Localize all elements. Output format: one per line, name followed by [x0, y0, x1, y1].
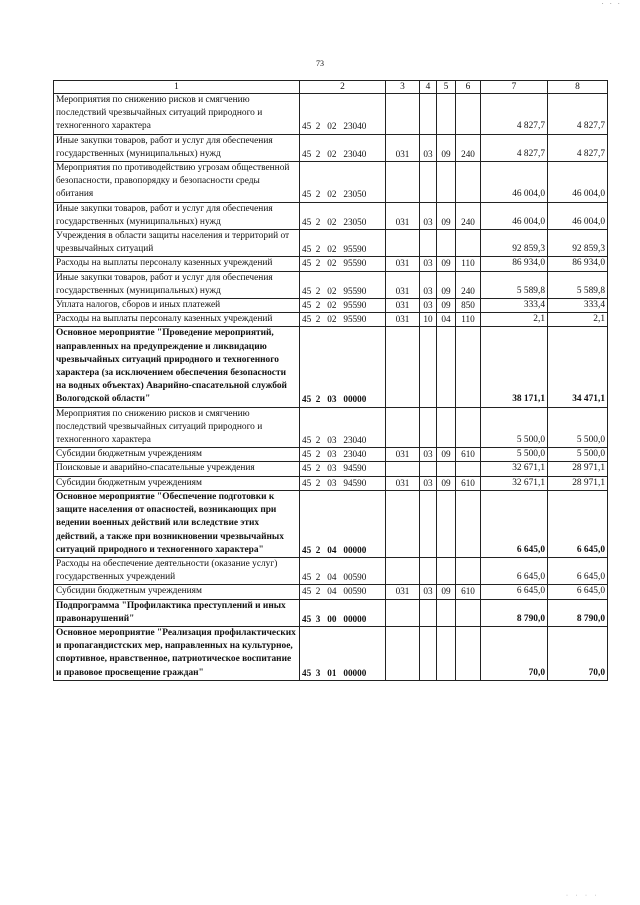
table-row	[54, 202, 608, 229]
row-col-3	[386, 462, 420, 476]
row-col-6	[456, 230, 481, 257]
row-col-3: 031	[386, 134, 420, 161]
row-col-6: 850	[456, 299, 481, 313]
row-name: Уплата налогов, сборов и иных платежей	[54, 299, 300, 313]
row-col-4: 03	[420, 476, 437, 490]
row-col-5: 09	[437, 448, 456, 462]
row-col-5: 09	[437, 134, 456, 161]
table-row	[54, 585, 608, 599]
row-code: 45 2 02 23040	[300, 134, 386, 161]
row-col-6: 240	[456, 202, 481, 229]
row-amount-col-7: 4 827,7	[481, 94, 548, 135]
row-name: Иные закупки товаров, работ и услуг для обеспечения государственных (муниципальных) нужд	[54, 271, 300, 298]
row-col-3	[386, 557, 420, 584]
row-amount-col-8: 6 645,0	[548, 557, 608, 584]
table-row	[54, 94, 608, 135]
row-amount-col-8: 46 004,0	[548, 162, 608, 203]
row-col-4: 03	[420, 271, 437, 298]
header-col-1: 1	[54, 81, 300, 94]
row-name: Мероприятия по снижению рисков и смягчению последствий чрезвычайных ситуаций природного и техногенного характера	[54, 407, 300, 448]
corner-mark: · · ·	[601, 0, 622, 8]
row-amount-col-8: 28 971,1	[548, 462, 608, 476]
table-row	[54, 134, 608, 161]
row-amount-col-7: 6 645,0	[481, 557, 548, 584]
row-amount-col-8: 34 471,1	[548, 327, 608, 407]
row-col-3	[386, 230, 420, 257]
row-code: 45 2 02 23050	[300, 162, 386, 203]
row-col-4	[420, 162, 437, 203]
row-col-5: 04	[437, 313, 456, 327]
row-name: Иные закупки товаров, работ и услуг для обеспечения государственных (муниципальных) нужд	[54, 202, 300, 229]
row-col-3: 031	[386, 448, 420, 462]
row-col-3: 031	[386, 271, 420, 298]
row-amount-col-8: 6 645,0	[548, 490, 608, 557]
row-amount-col-7: 333,4	[481, 299, 548, 313]
table-row	[54, 230, 608, 257]
row-col-4: 03	[420, 134, 437, 161]
bottom-mark: · · · ·	[566, 893, 600, 899]
row-col-6: 110	[456, 313, 481, 327]
row-col-4	[420, 462, 437, 476]
row-col-3	[386, 327, 420, 407]
row-col-3: 031	[386, 299, 420, 313]
row-code: 45 2 02 95590	[300, 299, 386, 313]
row-col-5	[437, 599, 456, 626]
row-col-3	[386, 162, 420, 203]
row-amount-col-8: 4 827,7	[548, 94, 608, 135]
row-amount-col-8: 333,4	[548, 299, 608, 313]
row-code: 45 2 03 23040	[300, 448, 386, 462]
table-row	[54, 162, 608, 203]
row-col-4: 03	[420, 257, 437, 271]
row-col-4: 10	[420, 313, 437, 327]
row-col-4: 03	[420, 202, 437, 229]
row-col-4: 03	[420, 299, 437, 313]
row-col-6	[456, 407, 481, 448]
row-col-4: 03	[420, 585, 437, 599]
row-col-6	[456, 557, 481, 584]
row-amount-col-8: 2,1	[548, 313, 608, 327]
table-header-row	[54, 81, 608, 94]
row-code: 45 2 03 23040	[300, 407, 386, 448]
row-col-3	[386, 490, 420, 557]
row-code: 45 2 03 94590	[300, 476, 386, 490]
row-col-4	[420, 94, 437, 135]
header-col-7: 7	[481, 81, 548, 94]
row-col-6: 610	[456, 448, 481, 462]
row-col-5	[437, 230, 456, 257]
row-col-6: 240	[456, 134, 481, 161]
row-col-5	[437, 407, 456, 448]
table-row	[54, 313, 608, 327]
row-col-4	[420, 626, 437, 680]
row-col-5	[437, 327, 456, 407]
table-row	[54, 257, 608, 271]
table-row	[54, 599, 608, 626]
table-row	[54, 271, 608, 298]
header-col-6: 6	[456, 81, 481, 94]
row-amount-col-7: 5 500,0	[481, 407, 548, 448]
row-code: 45 2 03 00000	[300, 327, 386, 407]
row-amount-col-8: 6 645,0	[548, 585, 608, 599]
row-col-4	[420, 599, 437, 626]
row-col-4	[420, 490, 437, 557]
row-col-6	[456, 462, 481, 476]
row-code: 45 2 04 00590	[300, 557, 386, 584]
row-amount-col-8: 46 004,0	[548, 202, 608, 229]
row-col-4: 03	[420, 448, 437, 462]
row-amount-col-8: 28 971,1	[548, 476, 608, 490]
header-col-3: 3	[386, 81, 420, 94]
row-amount-col-7: 86 934,0	[481, 257, 548, 271]
row-col-3	[386, 599, 420, 626]
row-amount-col-7: 5 589,8	[481, 271, 548, 298]
row-name: Субсидии бюджетным учреждениям	[54, 476, 300, 490]
row-col-6: 110	[456, 257, 481, 271]
row-col-5: 09	[437, 585, 456, 599]
table-row	[54, 462, 608, 476]
table-row	[54, 626, 608, 680]
row-amount-col-7: 70,0	[481, 626, 548, 680]
row-amount-col-8: 5 589,8	[548, 271, 608, 298]
row-col-4	[420, 557, 437, 584]
table-row	[54, 299, 608, 313]
header-col-8: 8	[548, 81, 608, 94]
row-code: 45 2 04 00590	[300, 585, 386, 599]
row-amount-col-7: 38 171,1	[481, 327, 548, 407]
row-col-3: 031	[386, 202, 420, 229]
row-amount-col-7: 46 004,0	[481, 162, 548, 203]
table-row	[54, 327, 608, 407]
row-col-3	[386, 94, 420, 135]
row-col-3: 031	[386, 313, 420, 327]
row-amount-col-7: 32 671,1	[481, 462, 548, 476]
row-col-3: 031	[386, 585, 420, 599]
row-col-6: 610	[456, 476, 481, 490]
row-amount-col-7: 2,1	[481, 313, 548, 327]
row-col-6	[456, 94, 481, 135]
row-col-6: 610	[456, 585, 481, 599]
row-code: 45 2 04 00000	[300, 490, 386, 557]
row-col-4	[420, 230, 437, 257]
row-col-4	[420, 327, 437, 407]
row-amount-col-7: 6 645,0	[481, 490, 548, 557]
row-col-5: 09	[437, 271, 456, 298]
row-col-6	[456, 490, 481, 557]
row-amount-col-8: 5 500,0	[548, 448, 608, 462]
row-col-5	[437, 462, 456, 476]
row-amount-col-8: 4 827,7	[548, 134, 608, 161]
row-amount-col-8: 5 500,0	[548, 407, 608, 448]
row-name: Расходы на выплаты персоналу казенных учреждений	[54, 313, 300, 327]
row-col-5: 09	[437, 202, 456, 229]
header-col-2: 2	[300, 81, 386, 94]
row-name: Расходы на обеспечение деятельности (оказание услуг) государственных учреждений	[54, 557, 300, 584]
row-col-5	[437, 162, 456, 203]
row-code: 45 2 02 95590	[300, 230, 386, 257]
row-col-3	[386, 626, 420, 680]
row-amount-col-7: 8 790,0	[481, 599, 548, 626]
header-col-4: 4	[420, 81, 437, 94]
row-name: Основное мероприятие "Реализация профилактических и пропагандистских мер, направленных на культурное, спортивное, нравственное, патриотическое воспитание и правовое просвещение граждан"	[54, 626, 300, 680]
row-col-4	[420, 407, 437, 448]
table-body	[54, 94, 608, 681]
row-code: 45 2 03 94590	[300, 462, 386, 476]
row-name: Субсидии бюджетным учреждениям	[54, 585, 300, 599]
row-name: Подпрограмма "Профилактика преступлений и иных правонарушений"	[54, 599, 300, 626]
row-code: 45 2 02 95590	[300, 313, 386, 327]
row-amount-col-8: 70,0	[548, 626, 608, 680]
row-amount-col-7: 6 645,0	[481, 585, 548, 599]
table-row	[54, 476, 608, 490]
row-code: 45 3 00 00000	[300, 599, 386, 626]
row-col-5	[437, 94, 456, 135]
row-amount-col-7: 5 500,0	[481, 448, 548, 462]
row-col-5	[437, 557, 456, 584]
row-col-6	[456, 626, 481, 680]
row-name: Иные закупки товаров, работ и услуг для обеспечения государственных (муниципальных) нужд	[54, 134, 300, 161]
row-code: 45 2 02 23040	[300, 94, 386, 135]
row-amount-col-8: 86 934,0	[548, 257, 608, 271]
row-amount-col-7: 46 004,0	[481, 202, 548, 229]
row-amount-col-7: 92 859,3	[481, 230, 548, 257]
row-col-6	[456, 599, 481, 626]
row-col-5: 09	[437, 476, 456, 490]
table-row	[54, 490, 608, 557]
table-row	[54, 407, 608, 448]
row-name: Мероприятия по противодействию угрозам общественной безопасности, правопорядку и безопасности среды обитания	[54, 162, 300, 203]
row-name: Субсидии бюджетным учреждениям	[54, 448, 300, 462]
row-col-3: 031	[386, 476, 420, 490]
row-col-6	[456, 162, 481, 203]
row-name: Расходы на выплаты персоналу казенных учреждений	[54, 257, 300, 271]
row-amount-col-8: 92 859,3	[548, 230, 608, 257]
page-number: 73	[316, 59, 324, 68]
budget-table	[53, 80, 608, 681]
row-col-5: 09	[437, 257, 456, 271]
table-row	[54, 448, 608, 462]
row-col-6	[456, 327, 481, 407]
row-name: Основное мероприятие "Обеспечение подготовки к защите населения от опасностей, возникающих при ведении военных действий или вследствие этих действий, а также при возникновении чрезвычайных ситуаций природного и техногенного характера"	[54, 490, 300, 557]
row-amount-col-7: 32 671,1	[481, 476, 548, 490]
row-code: 45 3 01 00000	[300, 626, 386, 680]
row-amount-col-7: 4 827,7	[481, 134, 548, 161]
row-col-5: 09	[437, 299, 456, 313]
row-code: 45 2 02 23050	[300, 202, 386, 229]
row-col-5	[437, 490, 456, 557]
header-col-5: 5	[437, 81, 456, 94]
row-col-5	[437, 626, 456, 680]
row-name: Основное мероприятие "Проведение мероприятий, направленных на предупреждение и ликвидацию чрезвычайных ситуаций природного и техногенного характера (за исключением обеспечения безопасности на водных объектах) Аварийно-спасательной службой Вологодской области"	[54, 327, 300, 407]
row-name: Мероприятия по снижению рисков и смягчению последствий чрезвычайных ситуаций природного и техногенного характера	[54, 94, 300, 135]
row-name: Поисковые и аварийно-спасательные учреждения	[54, 462, 300, 476]
row-col-3: 031	[386, 257, 420, 271]
row-col-3	[386, 407, 420, 448]
row-name: Учреждения в области защиты населения и территорий от чрезвычайных ситуаций	[54, 230, 300, 257]
row-code: 45 2 02 95590	[300, 271, 386, 298]
row-code: 45 2 02 95590	[300, 257, 386, 271]
row-col-6: 240	[456, 271, 481, 298]
table-row	[54, 557, 608, 584]
row-amount-col-8: 8 790,0	[548, 599, 608, 626]
